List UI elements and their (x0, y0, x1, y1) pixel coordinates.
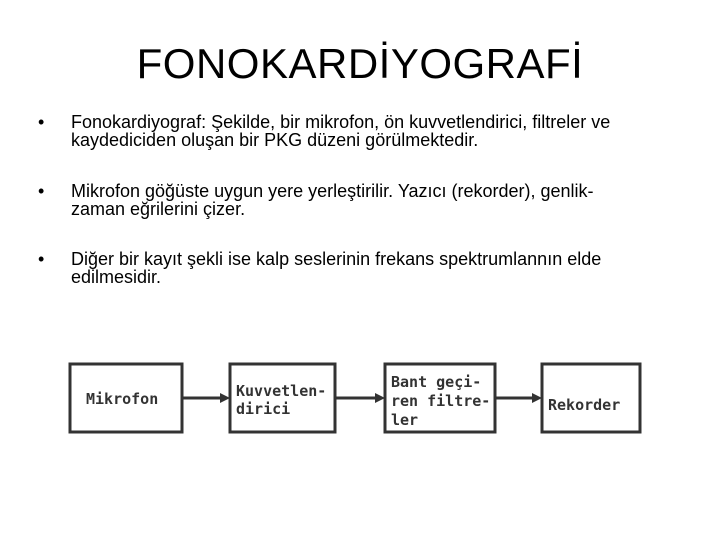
bullet-line: Diğer bir kayıt şekli ise kalp seslerinin frekans spektrumlannın elde (71, 249, 602, 269)
block-label: dirici (236, 400, 291, 418)
bullet-line: Fonokardiyograf: Şekilde, bir mikrofon, ön kuvvetlendirici, filtreler ve (71, 112, 611, 132)
bullet-item (38, 182, 688, 218)
block-label: ler (391, 411, 419, 429)
bullet-line: Mikrofon göğüste uygun yere yerleştirilir. Yazıcı (rekorder), genlik- (71, 181, 594, 201)
bullet-item (38, 250, 688, 286)
bullet-line: kaydediciden oluşan bir PKG düzeni görülmektedir. (71, 130, 479, 150)
bullet-line: edilmesidir. (71, 267, 162, 287)
bullet-item (38, 113, 688, 149)
bullet-dot: • (38, 249, 45, 269)
bullet-dot: • (38, 112, 45, 132)
block-label: Kuvvetlen- (236, 382, 327, 400)
slide-title: FONOKARDİYOGRAFİ (136, 40, 584, 87)
block-label: ren filtre- (391, 392, 491, 410)
bullet-dot: • (38, 181, 45, 201)
block-label: Mikrofon (86, 390, 159, 408)
block-diagram (60, 340, 660, 450)
block-label: Bant geçi- (391, 373, 482, 391)
bullet-line: zaman eğrilerini çizer. (71, 199, 246, 219)
block-label: Rekorder (548, 396, 621, 414)
